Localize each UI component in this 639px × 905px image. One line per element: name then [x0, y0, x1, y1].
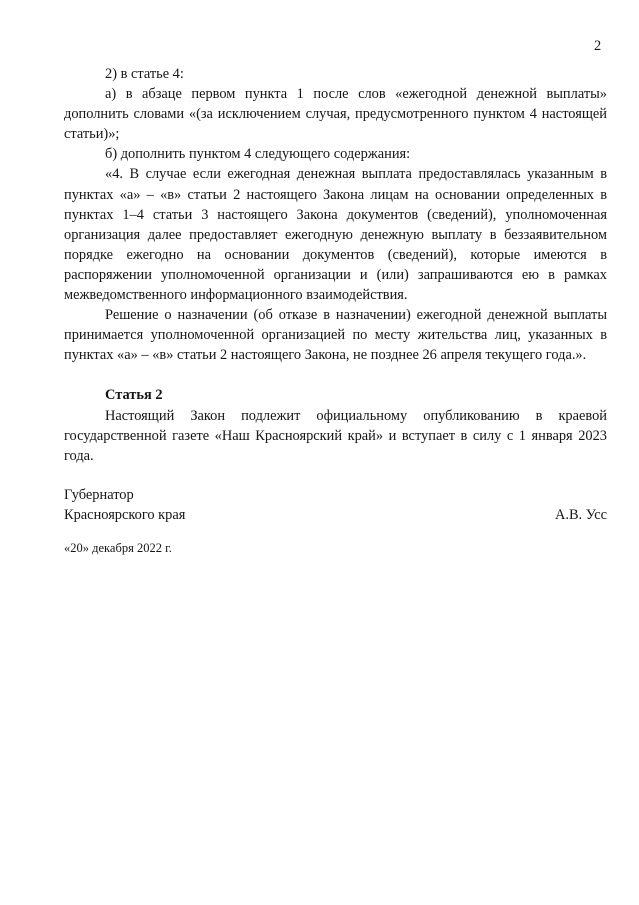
paragraph-article4-intro: 2) в статье 4: [105, 66, 184, 82]
paragraph-point-4: «4. В случае если ежегодная денежная выплата предоставлялась указанным в пунктах «а» – «в» статьи 2 настоящего Закона лицам на основании определенных в пунктах 1–4 статьи 3 настоящего Закона документов (сведений), уполномоченная организация далее предоставляет ежегодную денежную выплату в беззаявительном порядке ежегодно на основании документов (сведений), которые имеются в распоряжении уполномоченной организации и (или) запрашиваются ею в рамках межведомственного информационного взаимодействия. [64, 166, 607, 304]
signature-row [64, 505, 607, 525]
paragraph-amendment-a: а) в абзаце первом пункта 1 после слов «ежегодной денежной выплаты» дополнить словами «(за исключением случая, предусмотренного пунктом 4 настоящей статьи)»; [64, 86, 607, 143]
paragraph-amendment-b: б) дополнить пунктом 4 следующего содержания: [105, 146, 411, 163]
document-body [64, 64, 607, 466]
article-2-text: Настоящий Закон подлежит официальному опубликованию в краевой государственной газете «Наш Красноярский край» и вступает в силу с 1 января 2023 года. [64, 407, 607, 464]
page-number: 2 [594, 38, 602, 54]
article-2-heading: Статья 2 [105, 387, 163, 404]
signature-block [64, 485, 607, 525]
signer-title-line1: Губернатор [64, 487, 134, 503]
signing-date: «20» декабря 2022 г. [64, 541, 172, 555]
paragraph-decision: Решение о назначении (об отказе в назначении) ежегодной денежной выплаты принимается уполномоченной организацией по месту жительства лиц, указанных в пунктах «а» – «в» статьи 2 настоящего Закона, не позднее 26 апреля текущего года.». [64, 307, 607, 364]
signer-title-line2: Красноярского края [64, 507, 186, 524]
signer-name: А.В. Усс [554, 507, 607, 524]
